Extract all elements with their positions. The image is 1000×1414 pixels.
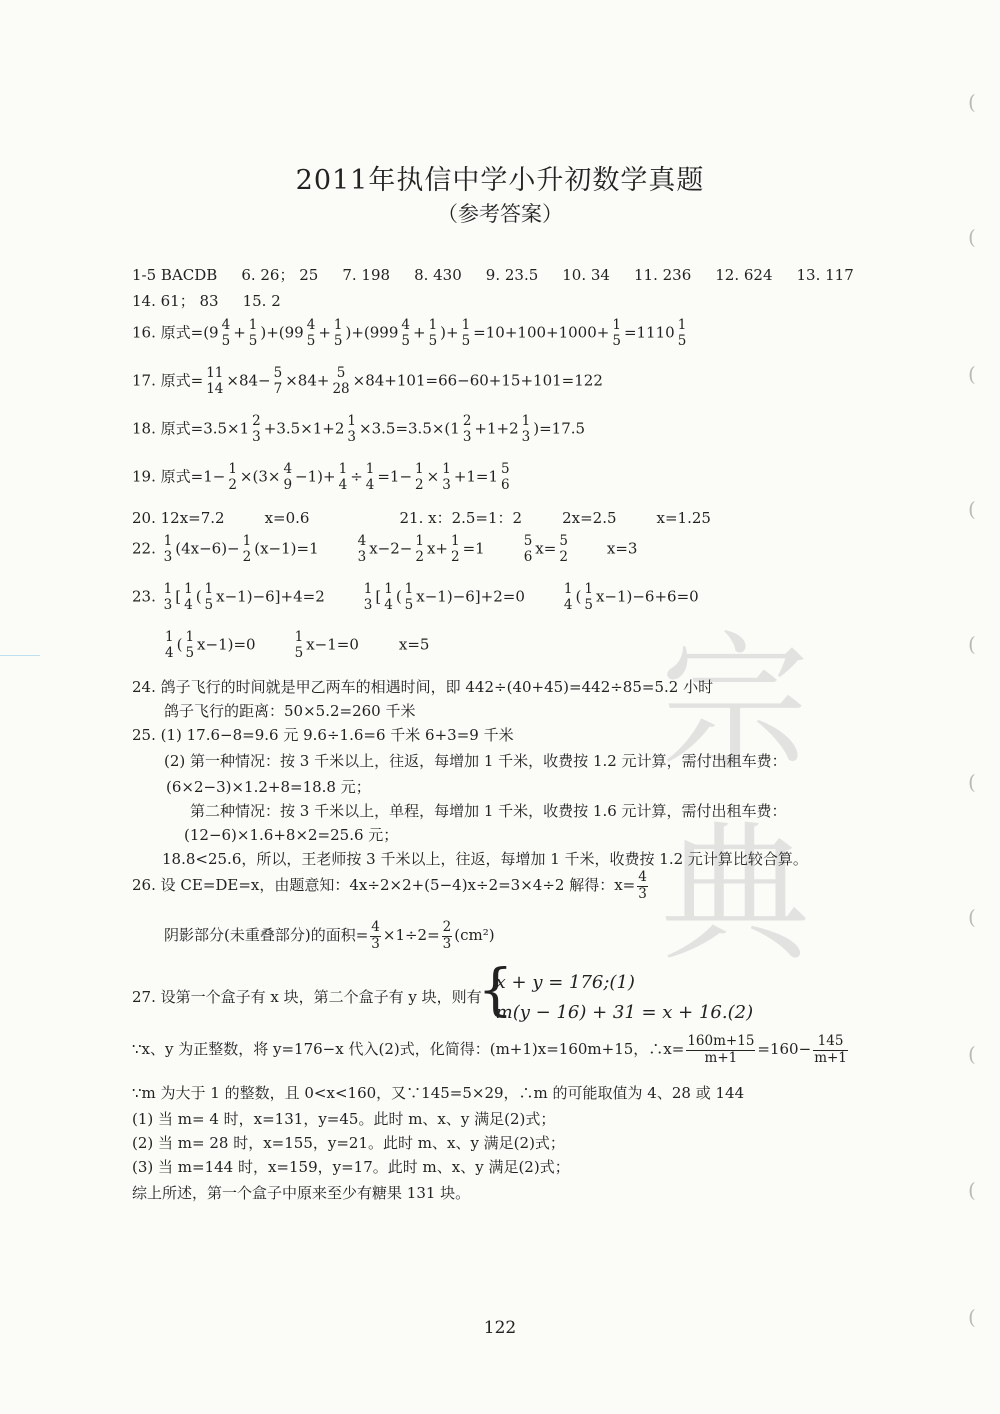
fraction: $\frac{4}{3}$ — [638, 869, 647, 902]
fraction: 1 4 — [165, 629, 174, 661]
fraction: 1 4 — [365, 461, 375, 493]
binder-mark: ( — [968, 90, 976, 114]
fraction: 5 6 — [523, 533, 533, 565]
answers-row-1 — [132, 264, 854, 285]
fraction: 1 3 — [521, 413, 531, 445]
answer-item: 14. 61； 83 — [132, 292, 219, 310]
fraction: 1 5 — [612, 317, 621, 349]
fraction: 1 5 — [461, 317, 471, 349]
answer-item: 8. 430 — [414, 266, 462, 284]
solution-24-line-2: 鸽子飞行的距离：50×5.2=260 千米 — [164, 702, 416, 720]
fraction: 1 5 — [584, 581, 593, 613]
fraction: 1 5 — [294, 629, 304, 661]
fraction: 1 2 — [415, 533, 424, 565]
answer-item: 12. 624 — [715, 266, 773, 284]
solution-22: 22. 1 3 (4x−6)− 1 2 (x−1)=1 4 3 x−2− 1 2 x+ 1 2 =1 5 6 x= 5 2 x=3 — [132, 533, 638, 565]
fraction: 4 5 — [221, 317, 231, 349]
fraction: $\frac{160m+15}{m+1}$ — [687, 1033, 755, 1066]
solution-27-line-2: ∵x、y 为正整数，将 y=176−x 代入(2)式，化简得：(m+1)x=160m+15，∴x= $\frac{160m+15}{m+1}$ =160− $\frac{145}{m+1}$ — [132, 1033, 847, 1066]
solution-19: 19. 原式=1− 1 2 ×(3× 4 9 −1)+ 1 4 ÷ 1 4 =1− 1 2 × 1 3 +1=1 5 6 — [132, 461, 510, 493]
answer-item: 13. 117 — [796, 266, 854, 284]
fraction: 1 5 — [185, 629, 195, 661]
fraction: 4 9 — [283, 461, 293, 493]
fraction: 1 5 — [428, 317, 438, 349]
solution-27-line-3: ∵m 为大于 1 的整数，且 0<x<160，又∵145=5×29，∴m 的可能取值为 4、28 或 144 — [132, 1084, 745, 1102]
fraction: 1 2 — [450, 533, 460, 565]
fraction: 4 5 — [401, 317, 410, 349]
binder-mark: ( — [968, 905, 976, 929]
page-number: 122 — [483, 1318, 517, 1338]
fraction: 1 2 — [242, 533, 252, 565]
binder-mark: ( — [968, 225, 976, 249]
fraction: 1 4 — [338, 461, 348, 493]
fraction: 1 3 — [442, 461, 451, 493]
fraction: 1 5 — [404, 581, 414, 613]
answer-item: 10. 34 — [562, 266, 610, 284]
answer-item: 9. 23.5 — [485, 266, 539, 284]
fraction: 1 5 — [204, 581, 214, 613]
solution-25-line-5: (12−6)×1.6+8×2=25.6 元； — [184, 826, 399, 844]
solution-25-line-3: (6×2−3)×1.2+8=18.8 元； — [166, 778, 371, 796]
binder-mark: ( — [968, 1178, 976, 1202]
fraction: 11 14 — [206, 365, 224, 397]
solution-24-line-1: 24. 鸽子飞行的时间就是甲乙两车的相遇时间，即 442÷(40+45)=442÷85=5.2 小时 — [132, 678, 714, 696]
solution-27-line-6: (3) 当 m=144 时，x=159，y=17。此时 m、x、y 满足(2)式； — [132, 1158, 570, 1176]
solution-23: 23. 1 3 [ 1 4 ( 1 5 x−1)−6]+4=2 1 3 [ 1 4 ( 1 5 x−1)−6]+2=0 1 4 ( 1 5 x−1)−6+6=0 — [132, 581, 699, 613]
fraction: 1 4 — [563, 581, 573, 613]
fraction: 1 3 — [163, 533, 173, 565]
page-title: 2011年执信中学小升初数学真题 — [295, 165, 705, 196]
answers-row-2 — [132, 290, 305, 311]
binder-mark: ( — [968, 497, 976, 521]
fraction: 1 5 — [677, 317, 687, 349]
answer-item: 7. 198 — [342, 266, 391, 284]
solution-27-line-4: (1) 当 m= 4 时，x=131，y=45。此时 m、x、y 满足(2)式； — [132, 1110, 556, 1128]
fraction: 2 3 — [252, 413, 261, 445]
fraction: 5 28 — [332, 365, 350, 397]
solution-27-line-7: 综上所述，第一个盒子中原来至少有糖果 131 块。 — [132, 1184, 471, 1202]
fraction: 1 2 — [415, 461, 424, 493]
binder-mark: ( — [968, 770, 976, 794]
fraction: 1 3 — [347, 413, 357, 445]
fraction: 1 5 — [248, 317, 258, 349]
binder-mark: ( — [968, 1042, 976, 1066]
fraction: $\frac{145}{m+1}$ — [814, 1033, 847, 1066]
answer-item: 11. 236 — [633, 266, 692, 284]
fraction: 4 3 — [357, 533, 367, 565]
solution-16: 16. 原式=(9 4 5 + 1 5 )+(99 4 5 + 1 5 )+(999 4 5 + 1 5 )+ 1 5 =10+100+1000+ 1 5 =1110 1 5 — [132, 317, 687, 349]
fraction: 5 6 — [501, 461, 510, 493]
fraction: 5 7 — [273, 365, 283, 397]
answer-item: 15. 2 — [242, 292, 281, 310]
page-subtitle: （参考答案） — [437, 202, 563, 226]
fraction: 1 3 — [363, 581, 373, 613]
fraction: 1 4 — [184, 581, 193, 613]
answer-item: 6. 26； 25 — [241, 266, 319, 284]
binder-mark: ( — [968, 632, 976, 656]
binder-mark: ( — [968, 1305, 976, 1329]
solution-25-line-4: 第二种情况：按 3 千米以上，单程，每增加 1 千米，收费按 1.6 元计算，需付出租车费： — [190, 802, 787, 820]
solution-27-line-5: (2) 当 m= 28 时，x=155，y=21。此时 m、x、y 满足(2)式； — [132, 1134, 565, 1152]
scan-edge-line — [0, 655, 40, 656]
solution-26-line-2: 阴影部分(未重叠部分)的面积= $\frac{4}{3}$ ×1÷2= $\frac{2}{3}$ (cm²) — [164, 919, 495, 952]
solution-25-line-2: (2) 第一种情况：按 3 千米以上，往返，每增加 1 千米，收费按 1.2 元计算，需付出租车费： — [164, 752, 787, 770]
solution-25-line-6: 18.8<25.6，所以，王老师按 3 千米以上，往返，每增加 1 千米，收费按 1.2 元计算比较合算。 — [162, 850, 808, 868]
fraction: 2 3 — [462, 413, 472, 445]
solution-23-cont: 1 4 ( 1 5 x−1)=0 1 5 x−1=0 x=5 — [165, 629, 430, 661]
fraction: 1 3 — [163, 581, 173, 613]
fraction: 1 4 — [384, 581, 393, 613]
fraction: $\frac{2}{3}$ — [442, 919, 452, 952]
solution-26-line-1: 26. 设 CE=DE=x，由题意知：4x÷2×2+(5−4)x÷2=3×4÷2 解得：x= $\frac{4}{3}$ — [132, 869, 647, 902]
watermark: 宗 典 — [660, 618, 811, 982]
equation-system: { x + y = 176;(1) m(y − 16) + 31 = x + 16.(2) — [482, 968, 753, 1028]
fraction: 4 5 — [306, 317, 316, 349]
solution-20-21: 20. 12x=7.2 x=0.6 21. x：2.5=1：2 2x=2.5 x=1.25 — [132, 509, 711, 527]
answer-item: 1-5 BACDB — [132, 266, 218, 284]
fraction: 1 5 — [333, 317, 343, 349]
fraction: 5 2 — [559, 533, 568, 565]
binder-mark: ( — [968, 362, 976, 386]
fraction: $\frac{4}{3}$ — [371, 919, 380, 952]
solution-18: 18. 原式=3.5×1 2 3 +3.5×1+2 1 3 ×3.5=3.5×(1 2 3 +1+2 1 3 )=17.5 — [132, 413, 586, 445]
solution-27-line-1: 27. 设第一个盒子有 x 块，第二个盒子有 y 块，则有 { x + y = 176;(1) m(y − 16) + 31 = x + 16.(2) — [132, 968, 753, 1028]
solution-17: 17. 原式= 11 14 ×84− 5 7 ×84+ 5 28 ×84+101=66−60+15+101=122 — [132, 365, 603, 397]
fraction: 1 2 — [228, 461, 237, 493]
solution-25-line-1: 25. (1) 17.6−8=9.6 元 9.6÷1.6=6 千米 6+3=9 千米 — [132, 726, 514, 744]
